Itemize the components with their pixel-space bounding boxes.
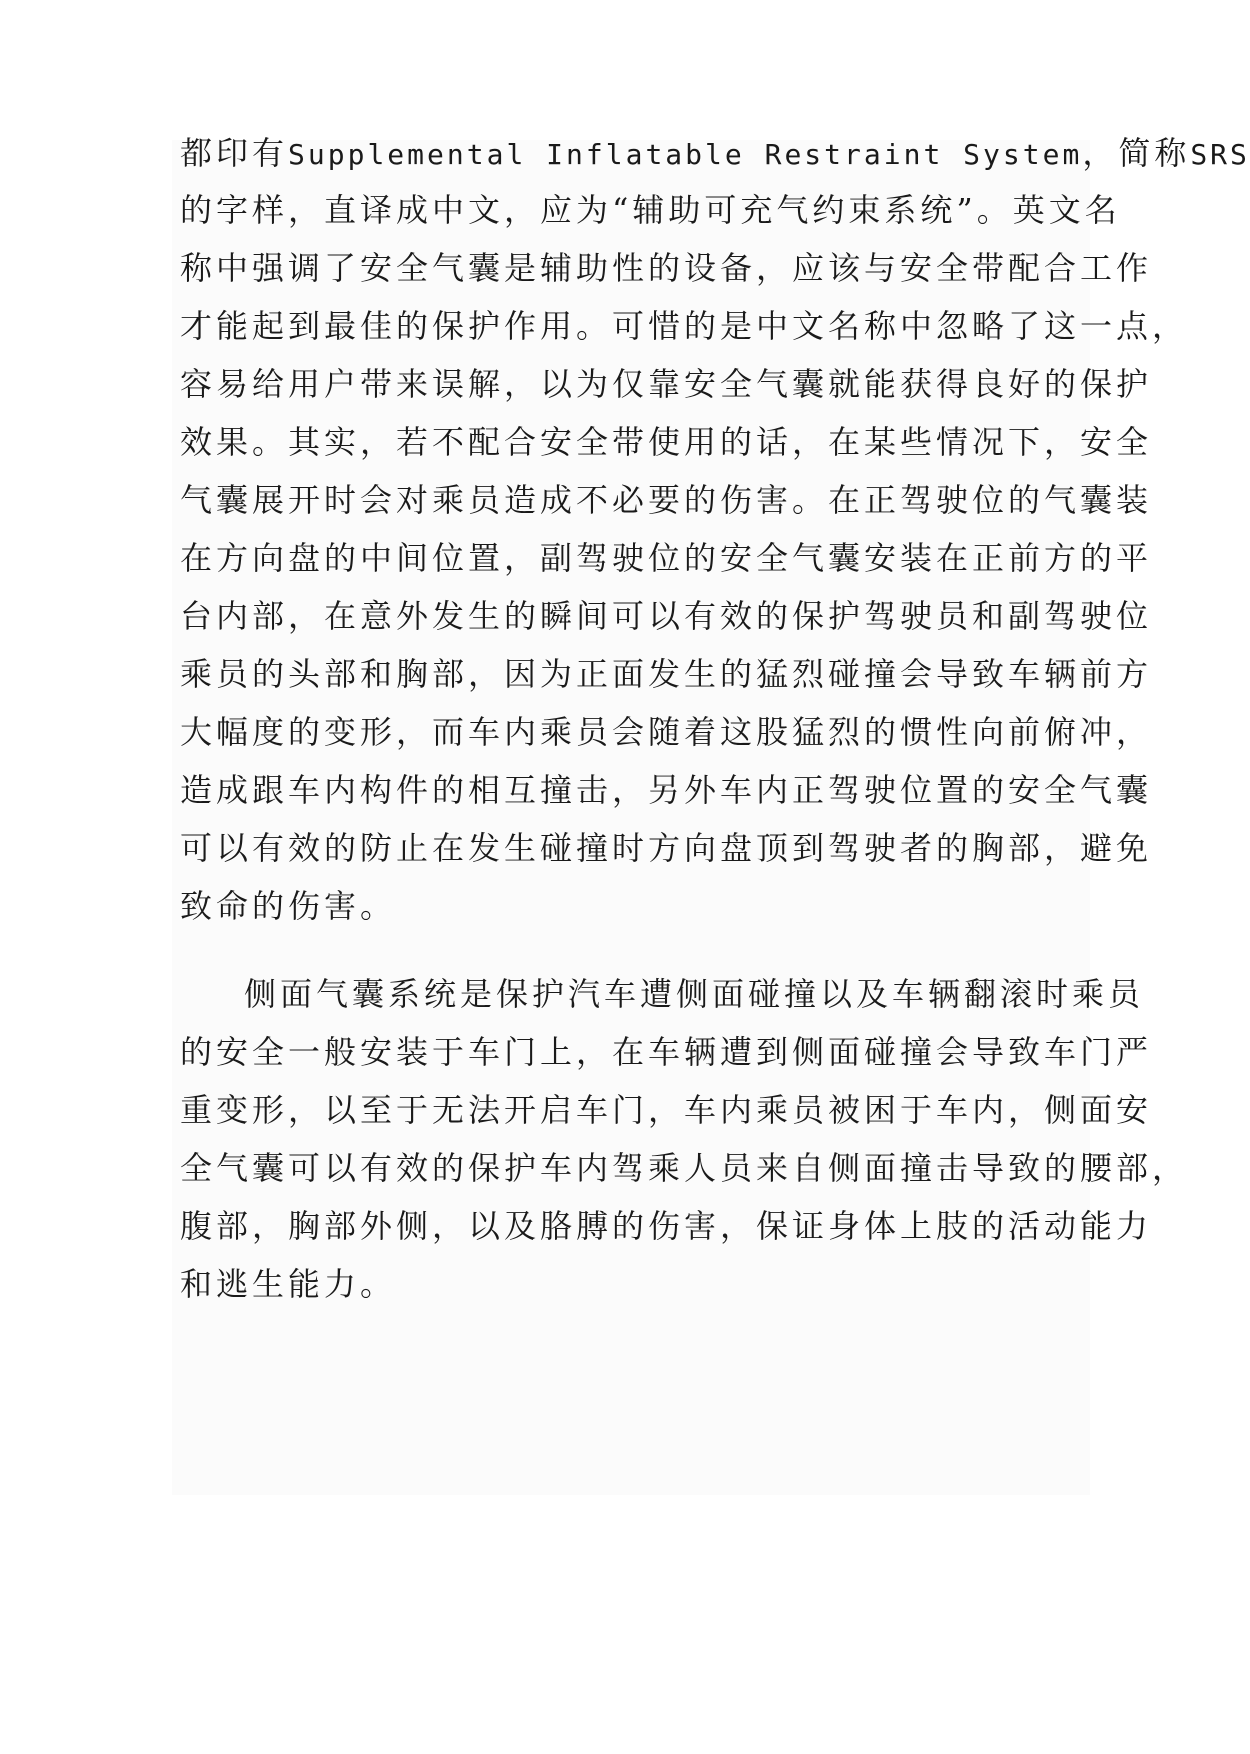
latin-abbrev: SRS	[1190, 138, 1250, 171]
paragraph-line: 气囊展开时会对乘员造成不必要的伤害。在正驾驶位的气囊装	[180, 481, 1153, 519]
paragraph-line: 效果。其实，若不配合安全带使用的话，在某些情况下，安全	[180, 423, 1153, 461]
paragraph-line: 大幅度的变形，而车内乘员会随着这股猛烈的惯性向前俯冲，	[180, 713, 1153, 751]
paragraph-line: 重变形，以至于无法开启车门，车内乘员被困于车内，侧面安	[180, 1091, 1153, 1129]
paragraph-line: 腹部，胸部外侧，以及胳膊的伤害，保证身体上肢的活动能力	[180, 1207, 1153, 1245]
paragraph-line: 致命的伤害。	[180, 887, 397, 925]
paragraph-line: 造成跟车内构件的相互撞击，另外车内正驾驶位置的安全气囊	[180, 771, 1153, 809]
paragraph-line: 全气囊可以有效的保护车内驾乘人员来自侧面撞击导致的腰部，	[180, 1149, 1189, 1187]
paragraph-line: 的字样，直译成中文，应为“辅助可充气约束系统”。英文名	[180, 191, 1121, 229]
paragraph-line: 台内部，在意外发生的瞬间可以有效的保护驾驶员和副驾驶位	[180, 597, 1153, 635]
line-text: 都印有	[180, 134, 289, 172]
paragraph-line: 的安全一般安装于车门上，在车辆遭到侧面碰撞会导致车门严	[180, 1033, 1153, 1071]
paragraph-line: 称中强调了安全气囊是辅助性的设备，应该与安全带配合工作	[180, 249, 1153, 287]
paragraph-line: 在方向盘的中间位置，副驾驶位的安全气囊安装在正前方的平	[180, 539, 1153, 577]
line-text: ，简称	[1082, 134, 1191, 172]
paragraph-line: 才能起到最佳的保护作用。可惜的是中文名称中忽略了这一点，	[180, 307, 1189, 345]
paragraph-line	[180, 131, 1250, 175]
paragraph-line-indented: 侧面气囊系统是保护汽车遭侧面碰撞以及车辆翻滚时乘员	[244, 975, 1145, 1013]
latin-term: Supplemental Inflatable Restraint System	[288, 138, 1083, 171]
paragraph-line: 和逃生能力。	[180, 1265, 397, 1303]
paragraph-line: 乘员的头部和胸部，因为正面发生的猛烈碰撞会导致车辆前方	[180, 655, 1153, 693]
paragraph-line: 可以有效的防止在发生碰撞时方向盘顶到驾驶者的胸部，避免	[180, 829, 1153, 867]
paragraph-line: 容易给用户带来误解，以为仅靠安全气囊就能获得良好的保护	[180, 365, 1153, 403]
body-text-block	[172, 134, 1250, 1495]
